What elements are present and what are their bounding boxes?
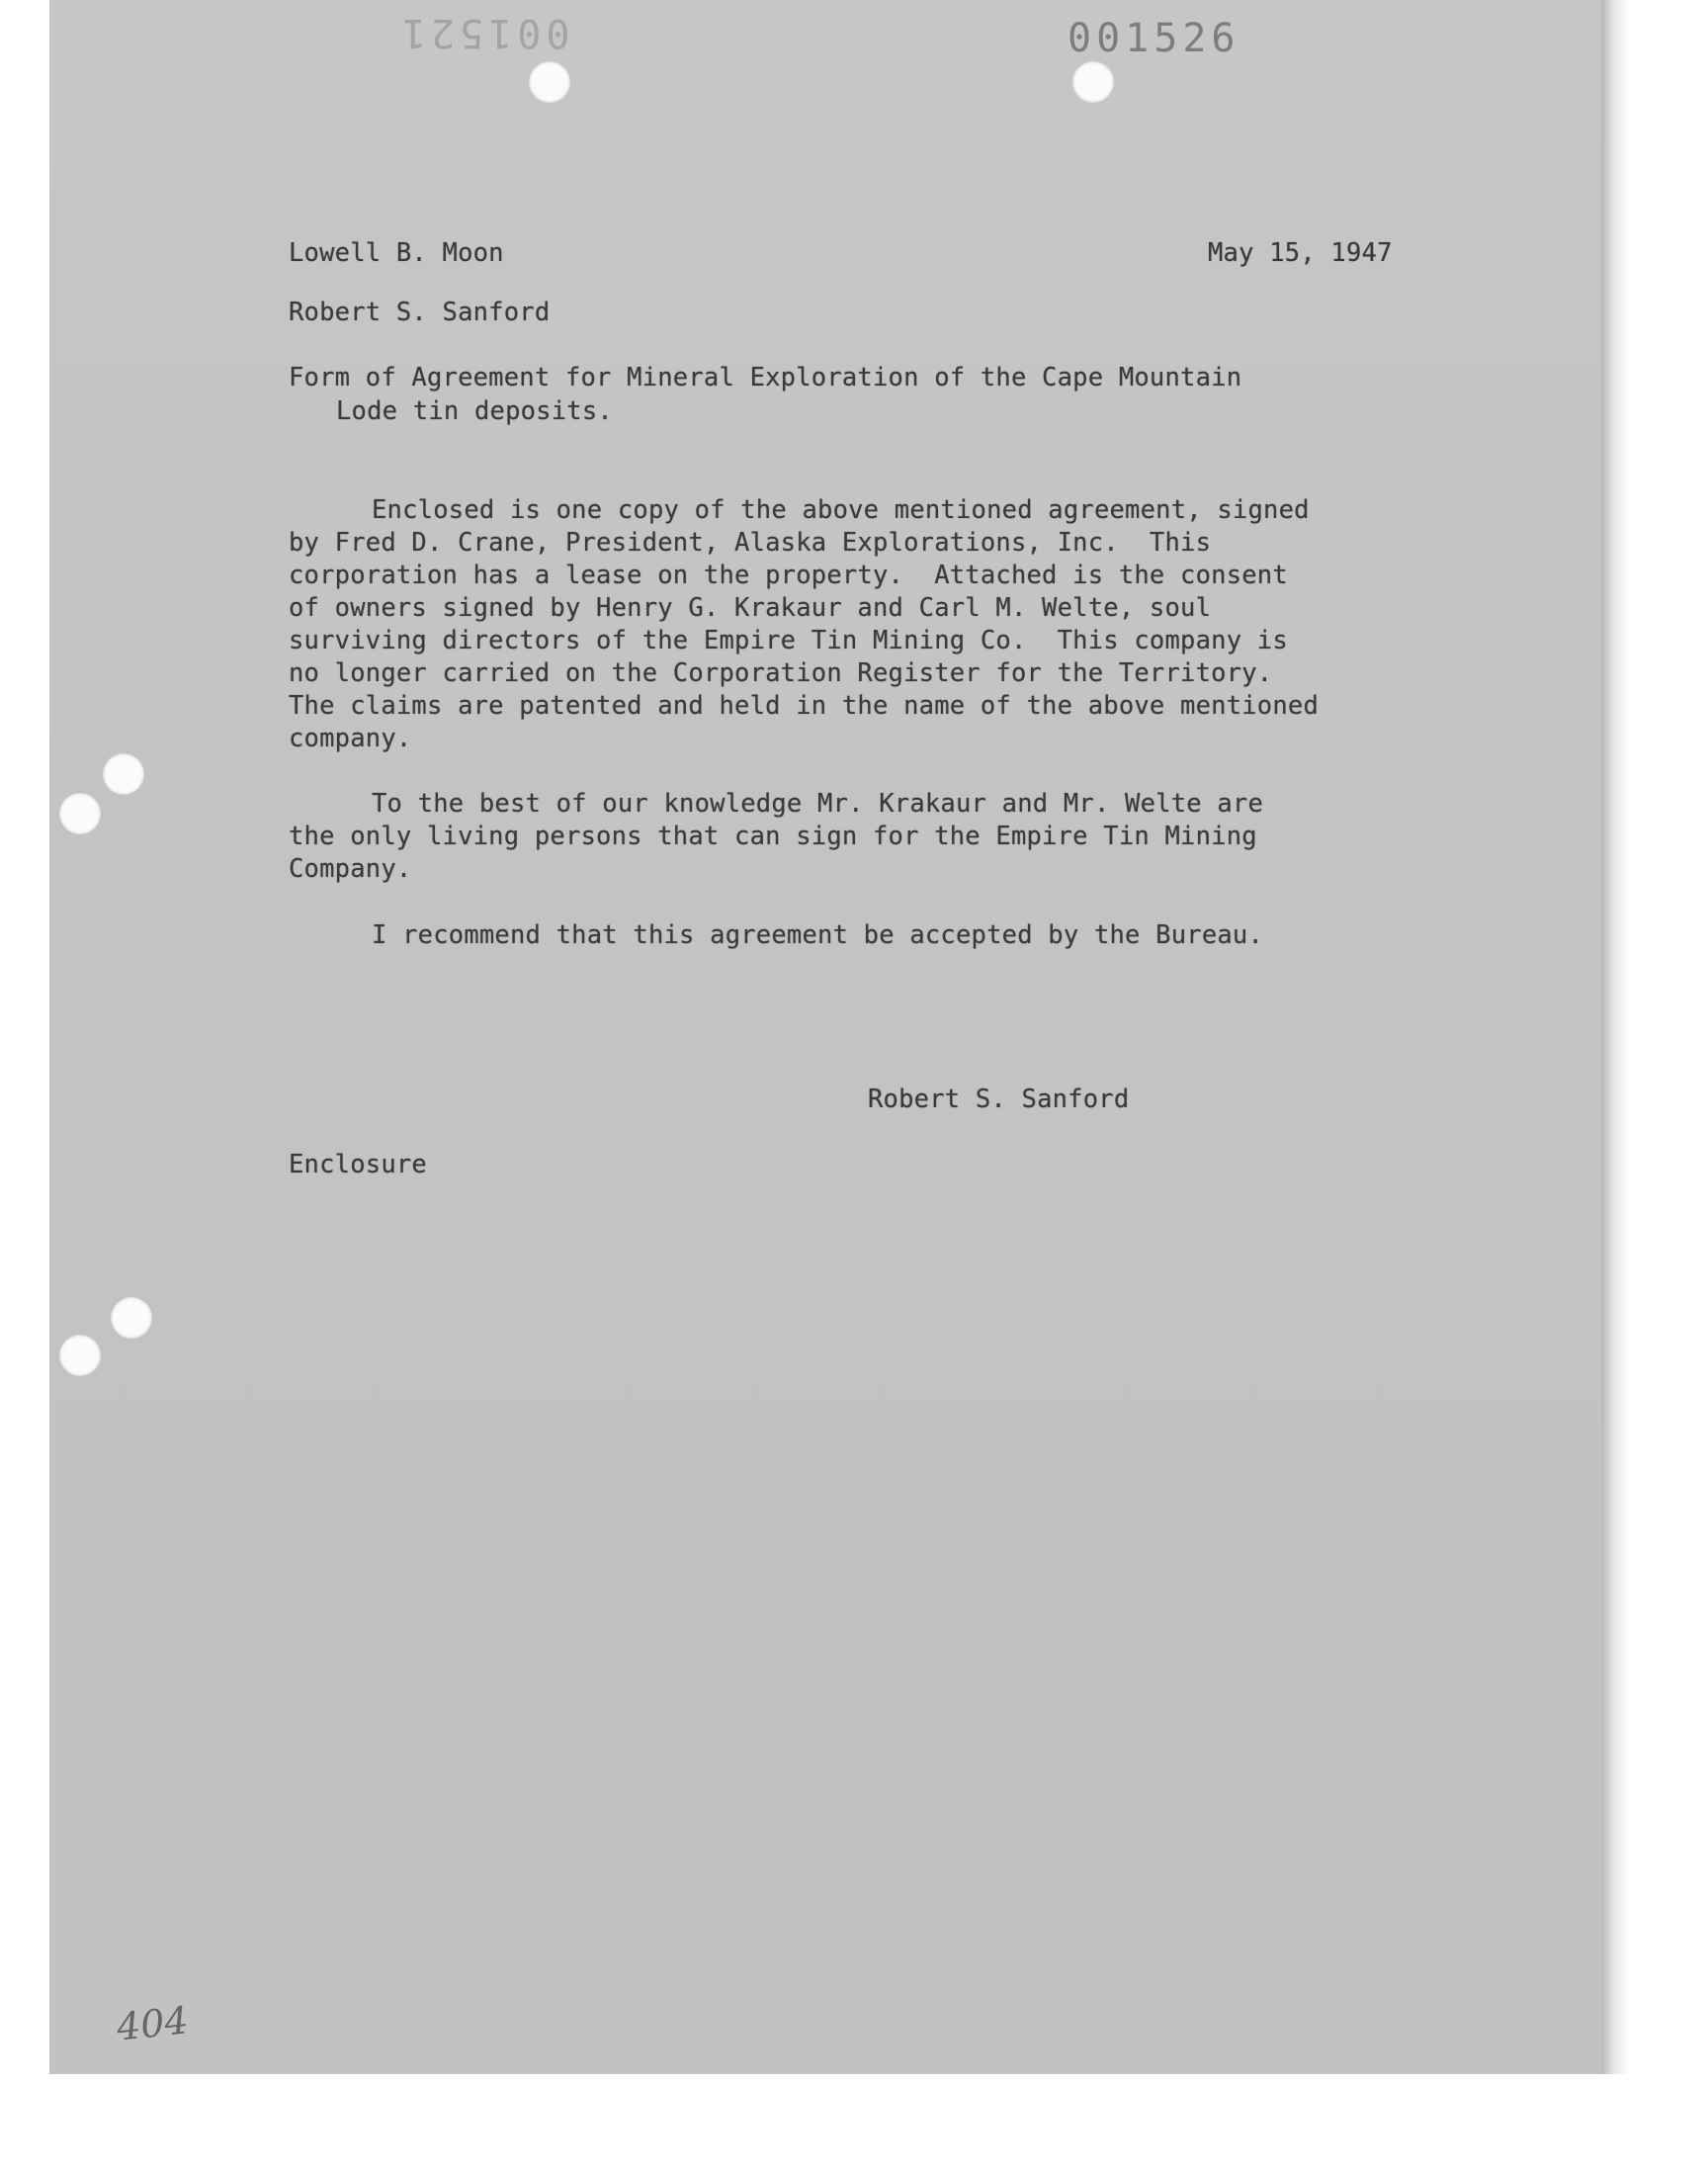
date-line: May 15, 1947 xyxy=(1208,238,1393,268)
body-paragraph-1-line: no longer carried on the Corporation Register for the Territory. xyxy=(289,658,1273,688)
body-paragraph-2-line: To the best of our knowledge Mr. Krakaur and Mr. Welte are xyxy=(372,789,1264,819)
body-paragraph-2-line: Company. xyxy=(289,854,412,884)
body-paragraph-1-line: of owners signed by Henry G. Krakaur and Carl M. Welte, soul xyxy=(289,593,1212,623)
sender-line: Robert S. Sanford xyxy=(289,298,551,327)
body-paragraph-3: I recommend that this agreement be accepted by the Bureau. xyxy=(372,920,1264,950)
body-paragraph-1-line: corporation has a lease on the property. Attached is the consent xyxy=(289,561,1288,590)
body-paragraph-1-line: by Fred D. Crane, President, Alaska Explorations, Inc. This xyxy=(289,528,1212,558)
body-paragraph-1-line: Enclosed is one copy of the above mentioned agreement, signed xyxy=(372,495,1310,525)
punch-hole xyxy=(59,1335,101,1376)
page-edge-shadow xyxy=(1601,0,1631,2074)
archive-number-stamp: 001526 xyxy=(1068,16,1240,61)
punch-hole xyxy=(1072,61,1114,103)
subject-line-2: Lode tin deposits. xyxy=(336,396,613,426)
body-paragraph-2-line: the only living persons that can sign for the Empire Tin Mining xyxy=(289,822,1257,851)
scanned-page xyxy=(49,0,1623,2074)
body-paragraph-1-line: company. xyxy=(289,724,412,753)
body-paragraph-1-line: surviving directors of the Empire Tin Mining Co. This company is xyxy=(289,626,1288,655)
punch-hole xyxy=(59,793,101,834)
archive-number-stamp-mirrored: 001521 xyxy=(397,10,570,55)
signature-line: Robert S. Sanford xyxy=(868,1085,1130,1114)
handwritten-page-number: 404 xyxy=(114,1998,191,2049)
punch-hole xyxy=(103,753,144,795)
body-paragraph-1-line: The claims are patented and held in the name of the above mentioned xyxy=(289,691,1320,721)
subject-line-1: Form of Agreement for Mineral Exploration of the Cape Mountain xyxy=(289,363,1242,392)
punch-hole xyxy=(111,1297,152,1339)
recipient-line: Lowell B. Moon xyxy=(289,238,504,268)
enclosure-note: Enclosure xyxy=(289,1150,427,1179)
punch-hole xyxy=(529,61,570,103)
